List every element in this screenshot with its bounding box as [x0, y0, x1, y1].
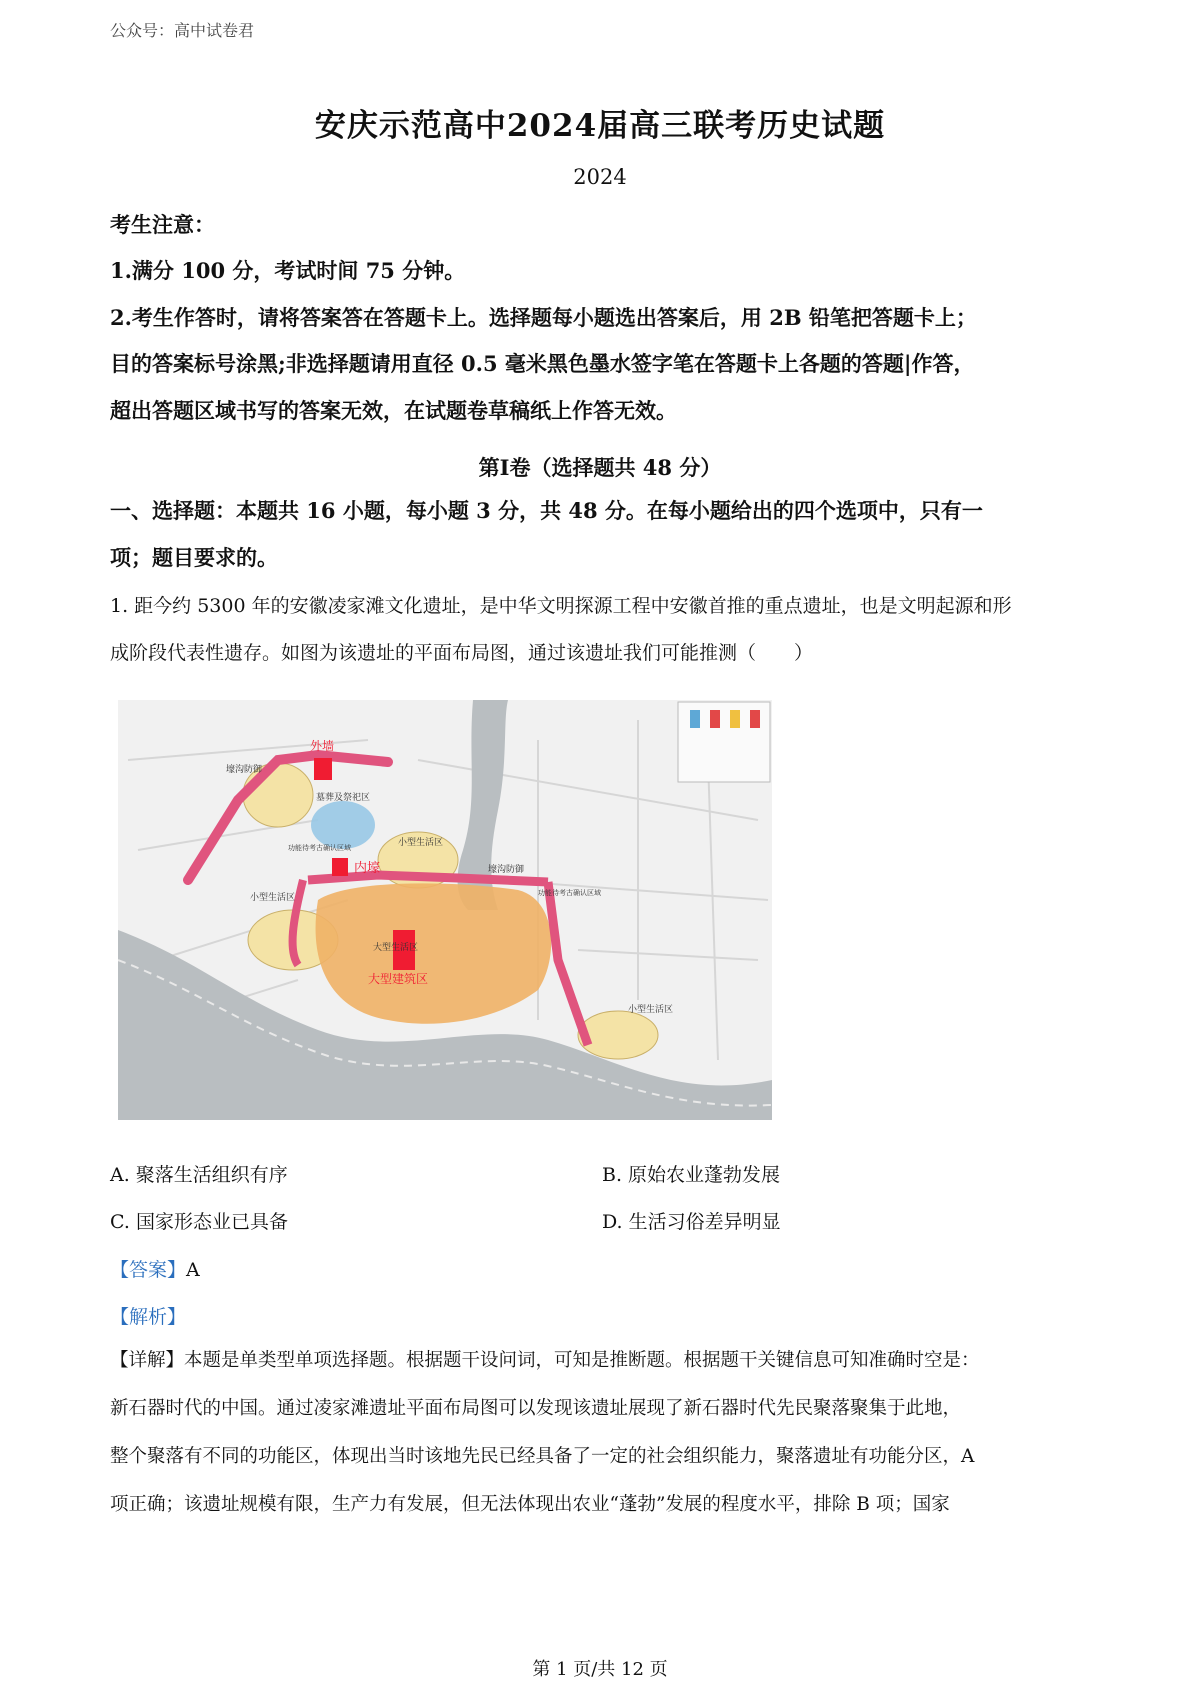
part1-instruction-line-2: 项；题目要求的。: [110, 545, 278, 570]
exam-year: 2024: [573, 165, 627, 189]
map-label-dadaxing: 大型生活区: [373, 943, 419, 953]
notice-item-2-line-1: 2.考生作答时，请将答案答在答题卡上。选择题每小题选出答案后，用 2B 铅笔把答题卡上；: [110, 305, 977, 330]
answer-label: 【答案】: [110, 1259, 187, 1281]
analysis-label: 【解析】: [110, 1306, 187, 1328]
notice-item-2-line-2: 目的答案标号涂黑;非选择题请用直径 0.5 毫米黑色墨水签字笔在答题卡上各题的答题|作答，: [110, 351, 975, 376]
detail-line-1: 【详解】本题是单类型单项选择题。根据题干设问词，可知是推断题。根据题干关键信息可知准确时空是：: [110, 1350, 980, 1371]
analysis-line: [110, 1302, 186, 1329]
map-label-gongneng-1: 功能待考古确认区域: [288, 844, 351, 852]
question-1-stem-line-1: 1. 距今约 5300 年的安徽凌家滩文化遗址，是中华文明探源工程中安徽首推的重点遗址，也是文明起源和形: [110, 595, 1012, 617]
option-a: A. 聚落生活组织有序: [110, 1164, 288, 1186]
exam-title: 安庆示范高中2024届高三联考历史试题: [314, 108, 886, 144]
option-d: D. 生活习俗差异明显: [602, 1211, 781, 1233]
map-label-xiaoxing-3: 小型生活区: [628, 1005, 674, 1015]
notice-item-2-line-3: 超出答题区域书写的答案无效，在试题卷草稿纸上作答无效。: [110, 398, 677, 423]
map-label-waiqiang: 外墙: [310, 739, 335, 753]
answer-value: A: [186, 1259, 200, 1281]
wechat-header: 公众号：高中试卷君: [110, 21, 255, 40]
option-b: B. 原始农业蓬勃发展: [602, 1164, 781, 1186]
map-label-haogou-1: 壕沟防御: [226, 765, 263, 775]
part1-instruction-line-1: 一、选择题：本题共 16 小题，每小题 3 分，共 48 分。在每小题给出的四个选项中，只有一: [110, 498, 983, 523]
detail-line-2: 新石器时代的中国。通过凌家滩遗址平面布局图可以发现该遗址展现了新石器时代先民聚落聚集于此地，: [110, 1398, 962, 1419]
detail-line-3: 整个聚落有不同的功能区，体现出当时该地先民已经具备了一定的社会组织能力，聚落遗址有功能分区，A: [110, 1446, 975, 1467]
map-label-haogou-2: 壕沟防御: [488, 865, 525, 875]
question-1-stem-line-2: 成阶段代表性遗存。如图为该遗址的平面布局图，通过该遗址我们可能推测（ ）: [110, 642, 814, 664]
map-label-gongneng-2: 功能待考古确认区域: [538, 889, 601, 897]
notice-item-1: 1.满分 100 分，考试时间 75 分钟。: [110, 258, 466, 283]
section-title: 第Ⅰ卷（选择题共 48 分）: [478, 455, 722, 480]
answer-line: [110, 1255, 200, 1282]
page-number: 第 1 页/共 12 页: [532, 1659, 668, 1680]
option-c: C. 国家形态业已具备: [110, 1211, 288, 1233]
map-label-neigao: 内壕: [354, 861, 381, 876]
detail-line-4: 项正确；该遗址规模有限，生产力有发展，但无法体现出农业“蓬勃”发展的程度水平，排除 B 项；国家: [110, 1494, 950, 1515]
map-label-xiaoxing-1: 小型生活区: [398, 838, 444, 848]
map-label-muzang: 墓葬及祭祀区: [316, 793, 371, 803]
map-label-xiaoxing-2: 小型生活区: [250, 893, 296, 903]
site-layout-map: [118, 700, 772, 1120]
map-label-dajianzhu: 大型建筑区: [368, 972, 429, 986]
notice-heading: 考生注意：: [110, 212, 215, 237]
